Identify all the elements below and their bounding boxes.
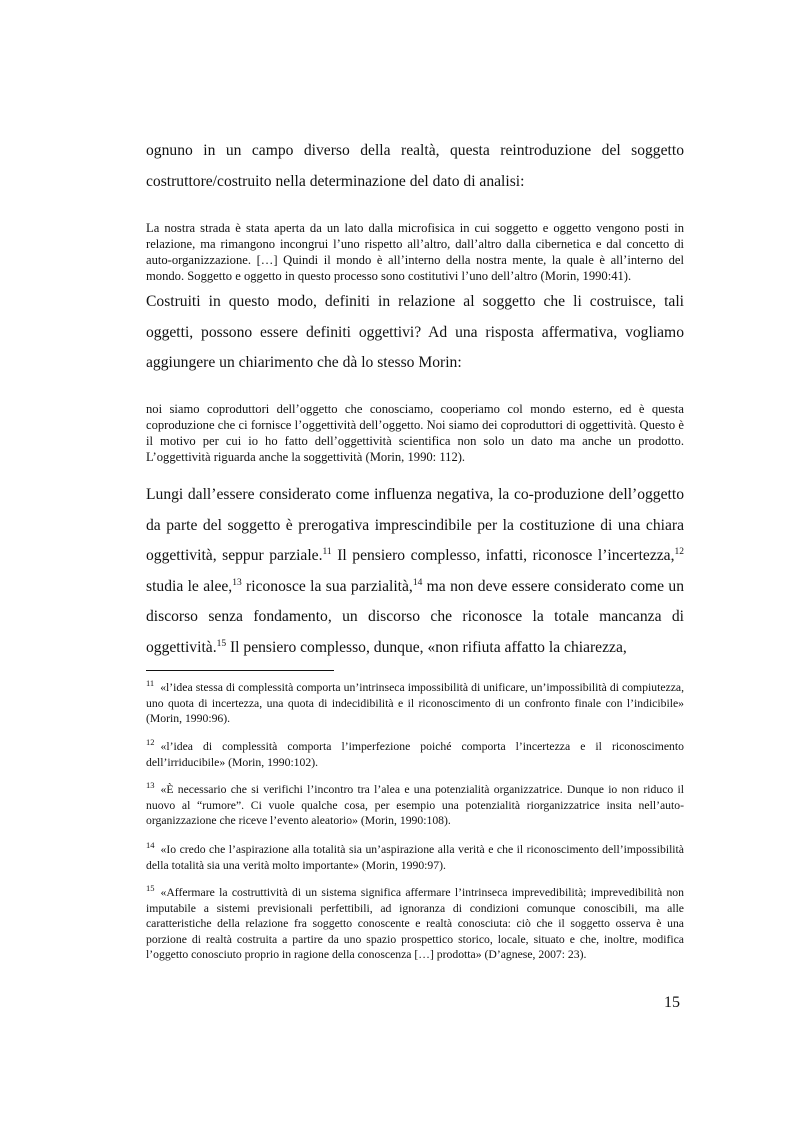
paragraph-text-segment: ma non deve essere considerato come un discorso senza fondamento, un discorso che riconosce la totale mancanza di oggettività. — [146, 577, 684, 656]
footnote-14 — [146, 842, 684, 873]
footnote-number: 11 — [146, 678, 155, 688]
footnote-12 — [146, 739, 684, 770]
paragraph-complex-thought — [146, 480, 684, 663]
paragraph-text-segment: riconosce la sua parzialità, — [241, 577, 413, 595]
footnote-text: «È necessario che si verifichi l’incontro tra l’alea e una potenzialità organizzatrice. Dunque io non riduco il nuovo al “rumore”. Ci vuole qualche cosa, per esempio una potenzialità riorganizzatrice insita nell’auto-organizzazione che riceve l’evento aleatorio» (Morin, 1990:108). — [146, 783, 684, 828]
block-quote-morin-41: La nostra strada è stata aperta da un lato dalla microfisica in cui soggetto e oggetto vengono posti in relazione, ma rimangono incongrui l’uno rispetto all’altro, dall’altro dalla cibernetica e dal concetto di auto-organizzazione. […] Quindi il mondo è all’interno della nostra mente, la quale è all’interno del mondo. Soggetto e oggetto in questo processo sono costitutivi l’uno dell’altro (Morin, 1990:41). — [146, 221, 684, 283]
paragraph-text-segment: studia le alee, — [146, 577, 233, 595]
footnote-11 — [146, 680, 684, 727]
block-quote-morin-112: noi siamo coproduttori dell’oggetto che conosciamo, cooperiamo col mondo esterno, ed è questa coproduzione che ci fornisce l’oggettività dell’oggetto. Noi siamo dei coproduttori di oggettività. Questo è il motivo per cui io ho fatto dell’oggettività scientifica non solo un dato ma anche un prodotto. L’oggettività riguarda anche la soggettività (Morin, 1990: 112). — [146, 402, 684, 464]
footnote-text: «Io credo che l’aspirazione alla totalità sia un’aspirazione alla verità e che il riconoscimento dell’impossibilità della totalità sia una verità molto importante» (Morin, 1990:97). — [146, 843, 684, 872]
footnote-ref-12[interactable]: 12 — [674, 547, 685, 557]
footnote-ref-11[interactable]: 11 — [322, 547, 332, 557]
footnote-15 — [146, 885, 684, 963]
footnote-text: «l’idea di complessità comporta l’imperfezione poiché comporta l’incertezza e il riconoscimento dell’irriducibile» (Morin, 1990:102). — [146, 740, 684, 769]
footnote-ref-14[interactable]: 14 — [412, 577, 423, 588]
footnote-ref-15[interactable]: 15 — [216, 638, 227, 649]
footnote-text: «l’idea stessa di complessità comporta un’intrinseca impossibilità di unificare, un’impossibilità di compiutezza, uno quota di incertezza, una quota di indecidibilità e il riconoscimento di un confronto finale con l’indicibile» (Morin, 1990:96). — [146, 681, 684, 726]
footnote-ref-13[interactable]: 13 — [232, 577, 242, 588]
footnote-number: 14 — [146, 840, 155, 850]
footnote-separator — [146, 670, 334, 671]
paragraph-text-segment: Il pensiero complesso, dunque, «non rifiuta affatto la chiarezza, — [226, 638, 627, 656]
footnote-text: «Affermare la costruttività di un sistema significa affermare l’intrinseca imprevedibilità; imprevedibilità non imputabile a sistemi previsionali perfettibili, ad ignoranza di condizioni comunque conoscibili, ma alle caratteristiche della relazione fra soggetto conoscente e realtà conosciuta: ciò che il soggetto osserva è una porzione di realtà costruita a partire da uno spazio prospettico storico, locale, situato e che, inoltre, modifica l’oggetto conosciuto proprio in ragione della conoscenza […] prodotta» (D’agnese, 2007: 23). — [146, 886, 684, 962]
footnote-number: 13 — [146, 780, 155, 790]
paragraph-text-segment: Il pensiero complesso, infatti, riconosce l’incertezza, — [331, 547, 675, 564]
paragraph-intro: ognuno in un campo diverso della realtà, questa reintroduzione del soggetto costruttore/costruito nella determinazione del dato di analisi: — [146, 142, 684, 190]
footnote-13 — [146, 782, 684, 829]
footnote-number: 12 — [146, 737, 155, 747]
footnote-number: 15 — [146, 883, 155, 893]
paragraph-text-segment: Lungi dall’essere considerato come influenza negativa, la co-produzione dell’oggetto da parte del soggetto è prerogativa imprescindibile per la costituzione di una chiara oggettività, seppur parziale. — [146, 486, 684, 564]
paragraph-objectivity-question: Costruiti in questo modo, definiti in relazione al soggetto che li costruisce, tali oggetti, possono essere definiti oggettivi? Ad una risposta affermativa, vogliamo aggiungere un chiarimento che dà lo stesso Morin: — [146, 293, 684, 371]
page-number: 15 — [664, 994, 680, 1011]
